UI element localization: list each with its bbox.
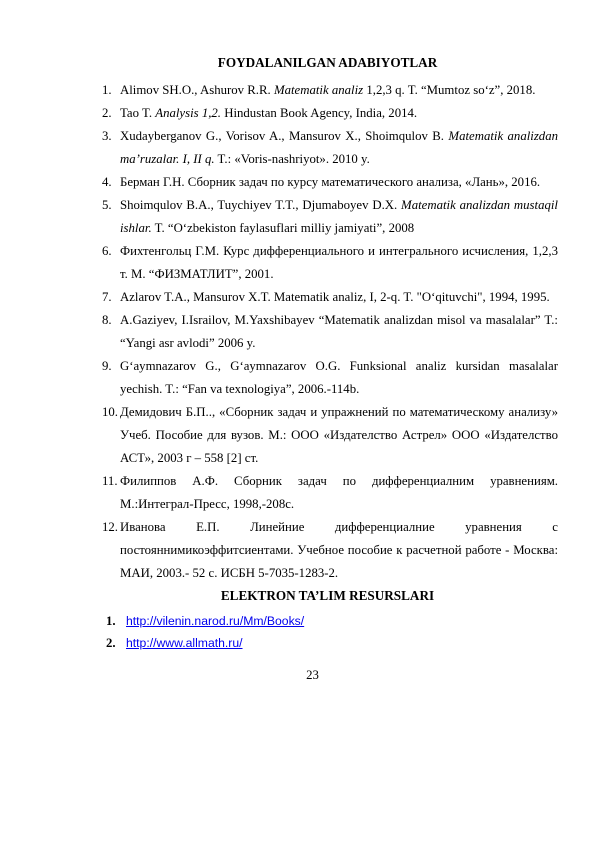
reference-item: 6. Фихтенгольц Г.М. Курс дифференциального и интегрального исчисления, 1,2,3 т. М. “ФИЗМАТЛИТ”, 2001. bbox=[102, 240, 558, 286]
reference-number: 11. bbox=[102, 474, 118, 488]
resource-link[interactable]: http://vilenin.narod.ru/Mm/Books/ bbox=[126, 614, 305, 628]
reference-number: 7. bbox=[102, 290, 112, 304]
reference-item: 2. Tao T. Analysis 1,2. Hindustan Book Agency, India, 2014. bbox=[102, 102, 558, 125]
resource-links bbox=[106, 610, 304, 654]
reference-number: 12. bbox=[102, 520, 118, 534]
reference-number: 1. bbox=[102, 83, 112, 97]
page-number: 23 bbox=[306, 668, 319, 682]
resource-link[interactable]: http://www.allmath.ru/ bbox=[126, 636, 243, 650]
reference-item: 12. Иванова Е.П. Линейние дифференциалние уравнения с постояннимикоэффитсиентами. Учебное пособие к расчетной работе - Москва: МАИ, 2003.- 52 с. ИСБН 5-7035-1283-2. bbox=[102, 516, 558, 585]
reference-item: 5. Shoimqulov B.A., Tuychiyev T.T., Djumaboyev D.X. Matematik analizdan mustaqil ishlar. T. “O‘zbekiston faylasuflari milliy jamiyati”, 2008 bbox=[102, 194, 558, 240]
reference-item: 8. A.Gaziyev, I.Israilov, M.Yaxshibayev “Matematik analizdan misol va masalalar” T.: “Yangi asr avlodi” 2006 y. bbox=[102, 309, 558, 355]
reference-item: 7. Azlarov T.A., Mansurov X.T. Matematik analiz, I, 2-q. T. "O‘qituvchi", 1994, 1995. bbox=[102, 286, 558, 309]
reference-number: 6. bbox=[102, 244, 112, 258]
resources-heading: ELEKTRON TA’LIM RESURSLARI bbox=[220, 588, 435, 603]
references-list bbox=[102, 79, 558, 585]
reference-number: 5. bbox=[102, 198, 112, 212]
references-heading: FOYDALANILGAN ADABIYOTLAR bbox=[217, 55, 438, 70]
reference-number: 9. bbox=[102, 359, 112, 373]
reference-number: 4. bbox=[102, 175, 112, 189]
reference-item: 9. G‘aymnazarov G., G‘aymnazarov O.G. Funksional analiz kursidan masalalar yechish. T.: “Fan va texnologiya”, 2006.-114b. bbox=[102, 355, 558, 401]
resource-link-item bbox=[106, 610, 304, 632]
reference-number: 8. bbox=[102, 313, 112, 327]
reference-item: 3. Xudayberganov G., Vorisov A., Mansurov X., Shoimqulov B. Matematik analizdan ma’ruzalar. I, II q. T.: «Voris-nashriyot». 2010 y. bbox=[102, 125, 558, 171]
reference-item: 1. Alimov SH.O., Ashurov R.R. Matematik analiz 1,2,3 q. T. “Mumtoz so‘z”, 2018. bbox=[102, 79, 558, 102]
reference-item: 11. Филиппов А.Ф. Сборник задач по дифференциалним уравнениям. М.:Интеграл-Пресс, 1998,-208с. bbox=[102, 470, 558, 516]
reference-number: 3. bbox=[102, 129, 112, 143]
link-number: 2. bbox=[106, 636, 116, 650]
reference-item: 10. Демидович Б.П.., «Сборник задач и упражнений по математическому анализу» Учеб. Пособие для вузов. М.: ООО «Издателство Астрел» ООО «Издателство АСТ», 2003 г – 558 [2] ст. bbox=[102, 401, 558, 470]
reference-item: 4. Берман Г.Н. Сборник задач по курсу математического анализа, «Лань», 2016. bbox=[102, 171, 558, 194]
reference-number: 2. bbox=[102, 106, 112, 120]
resource-link-item bbox=[106, 632, 304, 654]
link-number: 1. bbox=[106, 614, 116, 628]
reference-number: 10. bbox=[102, 405, 118, 419]
